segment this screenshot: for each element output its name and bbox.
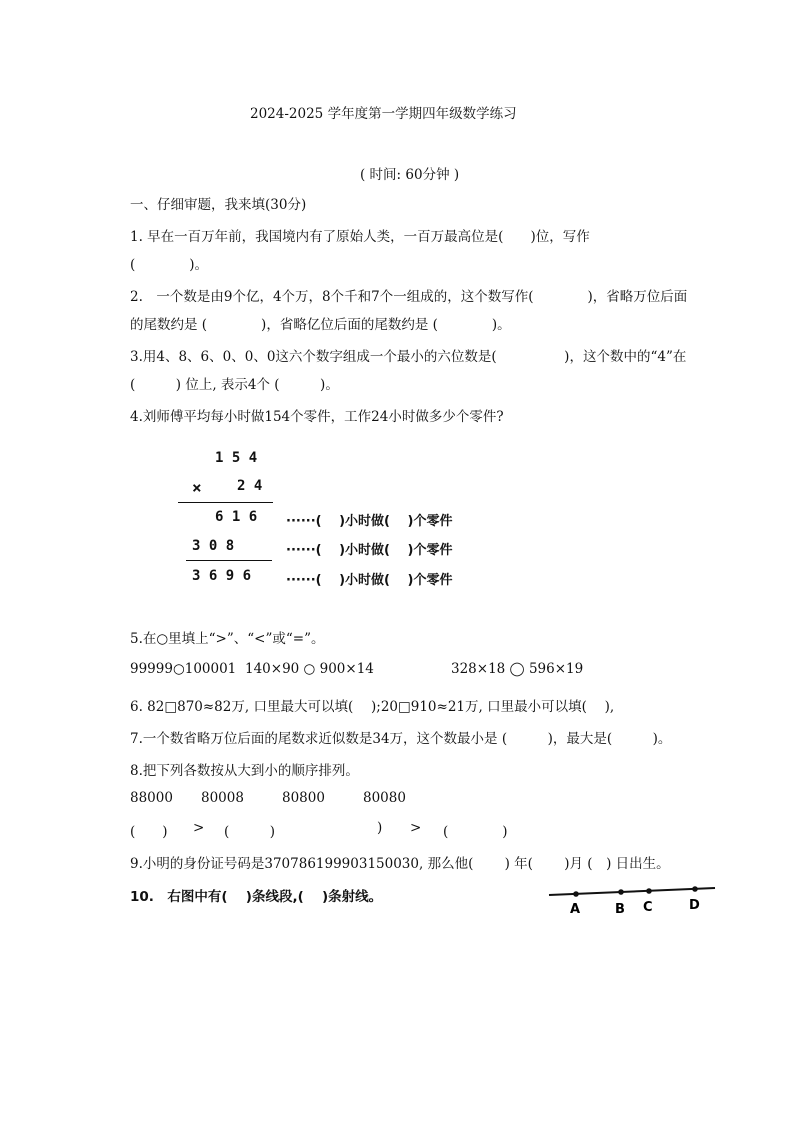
q8-number-2: 80008: [201, 790, 244, 806]
q3-line2: ( ) 位上, 表示4个 ( )。: [130, 377, 339, 393]
partial-1-label: ······( )小时做( )个零件: [286, 514, 453, 529]
time-limit: ( 时间: 60分钟 ): [360, 167, 460, 183]
q2-line2: 的尾数约是 ( )，省略亿位后面的尾数约是 ( )。: [130, 317, 511, 333]
q8-gt-1: >: [193, 820, 205, 836]
q7-text: 7.一个数省略万位后面的尾数求近似数是34万，这个数最小是 ( )，最大是( )。: [130, 731, 672, 747]
q8-number-1: 88000: [130, 790, 173, 806]
q8-blank-2: ( ): [224, 824, 276, 840]
q9-text: 9.小明的身份证号码是370786199903150030, 那么他( ) 年( )月 ( ) 日出生。: [130, 856, 670, 872]
q1-line2: ( )。: [130, 257, 209, 273]
multiplier: 2 4: [237, 478, 263, 494]
point-b: [618, 889, 624, 895]
q2-line1: 2. 一个数是由9个亿，4个万，8个千和7个一组成的，这个数写作( )，省略万位后面: [130, 289, 688, 305]
product-result: 3 6 9 6: [192, 568, 252, 584]
rule-line-2: [186, 560, 272, 561]
q5-item-3: 328×18 ◯ 596×19: [451, 661, 584, 677]
q5-item-1: 99999○100001: [130, 661, 237, 677]
multiplicand: 1 5 4: [215, 450, 258, 466]
q4-text: 4.刘师傅平均每小时做154个零件，工作24小时做多少个零件?: [130, 409, 504, 425]
section-heading: 一、仔细审题，我来填(30分): [130, 197, 307, 213]
label-a: A: [570, 902, 581, 917]
q8-blank-3: ): [377, 820, 383, 836]
multiply-sign: ×: [192, 478, 202, 497]
q8-gt-2: >: [410, 820, 422, 836]
point-d: [692, 886, 698, 892]
label-d: D: [689, 898, 700, 913]
q8-number-3: 80800: [282, 790, 325, 806]
multiplication-figure: [160, 440, 510, 600]
partial-2-label: ······( )小时做( )个零件: [286, 543, 453, 558]
q10-text: 10. 右图中有( )条线段,( )条射线。: [130, 889, 383, 905]
q5-item-2: 140×90 ○ 900×14: [245, 661, 374, 677]
q3-line1: 3.用4、8、6、0、0、0这六个数字组成一个最小的六位数是( )，这个数中的“4”在: [130, 349, 687, 365]
q1-line1: 1. 早在一百万年前，我国境内有了原始人类，一百万最高位是( )位，写作: [130, 229, 590, 245]
rule-line-1: [178, 502, 273, 503]
q8-text: 8.把下列各数按从大到小的顺序排列。: [130, 763, 359, 779]
q8-number-4: 80080: [363, 790, 406, 806]
label-b: B: [615, 902, 625, 917]
point-a: [573, 891, 579, 897]
q5-text: 5.在○里填上“>”、“<”或“=”。: [130, 631, 325, 647]
partial-product-1: 6 1 6: [215, 509, 258, 525]
result-label: ······( )小时做( )个零件: [286, 573, 453, 588]
ray-segment-figure: [545, 880, 720, 920]
q8-blank-1: ( ): [130, 824, 168, 840]
partial-product-2: 3 0 8: [192, 538, 235, 554]
q6-text: 6. 82□870≈82万, 口里最大可以填( );20□910≈21万, 口里最小可以填( ),: [130, 699, 615, 715]
label-c: C: [643, 900, 653, 915]
point-c: [646, 888, 652, 894]
q8-blank-4: ( ): [443, 824, 508, 840]
page-title: 2024-2025 学年度第一学期四年级数学练习: [250, 106, 517, 122]
